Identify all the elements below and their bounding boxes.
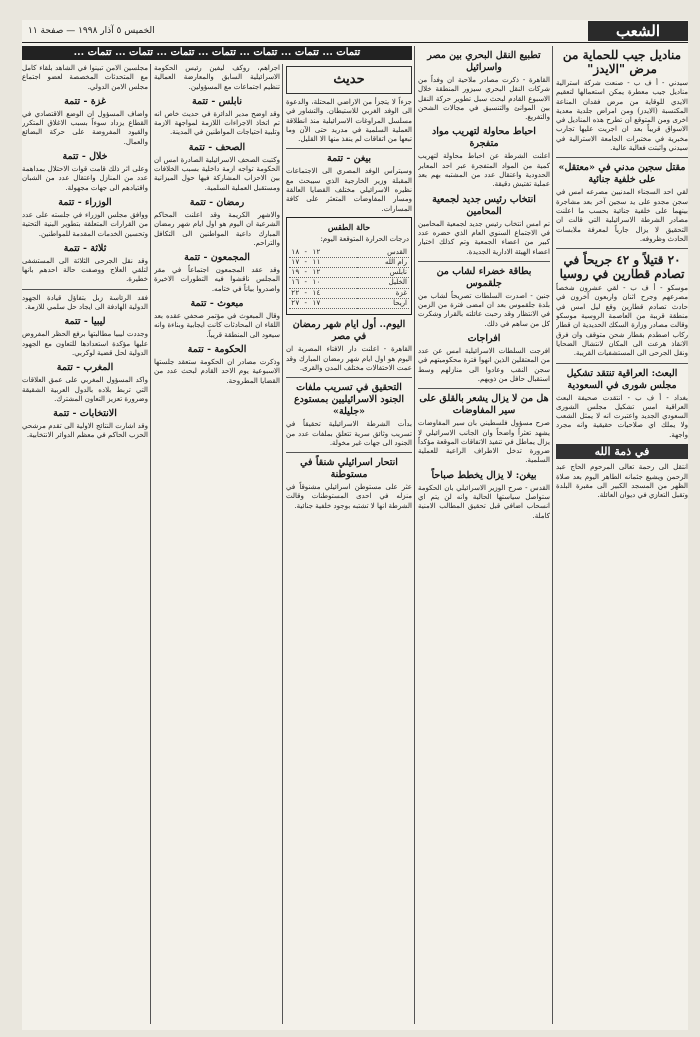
dateline: الخميس ٥ آذار ١٩٩٨ — صفحة ١١ xyxy=(28,26,155,36)
article-releases: افرجت السلطات الاسرائيلية امس عن عدد من المعتقلين الذين انهوا فترة محكوميتهم في سجن النقب وعادوا الى منازلهم وسط استقبال حافل من ذويهم. xyxy=(418,347,550,383)
headline-prisoner-killed: مقتل سجين مدني في «معتقل» على خلفية جنائية xyxy=(558,162,686,186)
column-5 xyxy=(22,64,148,1024)
article-ministers: ووافق مجلس الوزراء في جلسته على عدد من القرارات المتعلقة بتطوير البنية التحتية وتحسين الخدمات المقدمة للمواطنين. xyxy=(22,210,148,238)
obituary-text: انتقل الى رحمة تعالى المرحوم الحاج عبد الرحمن ويشيع جثمانه الطاهر اليوم بعد صلاة الظهر من المسجد الكبير الى مقبرة البلدة وتقبل التعازي في ديوان العائلة. xyxy=(556,463,688,500)
weather-row: غزة ١٤ - ٢٢ xyxy=(291,288,407,297)
article-government: وذكرت مصادر ان الحكومة ستعقد جلستها الاسبوعية يوم الاحد القادم لبحث عدد من القضايا المطروحة. xyxy=(154,357,280,385)
headline-train-collision: ٢٠ قتيلاً و ٤٢ جريحاً في تصادم قطارين في روسيا xyxy=(559,253,685,282)
masthead xyxy=(22,20,688,43)
headline-suicide: انتحار اسرائيلي شنقاً في مستوطنة xyxy=(300,457,398,481)
divider xyxy=(286,452,412,453)
weather-row: الخليل ١٠ - ١٦ xyxy=(291,278,407,287)
headline-files-leak: التحقيق في تسريب ملفات الجنود الاسرائيليين بمستودع «جليلة» xyxy=(293,382,405,418)
headline-begin-cont: بيغن - تتمة xyxy=(327,153,371,165)
article-aids-tissues: سيدني - أ ف ب - صنعت شركة استرالية مناديل جيب معطرة يمكن استعمالها لتعقيم الايدي للوقاية من مرض فقدان المناعة المكتسبة (الايدز) ومن امراض جلدية معدية اخرى ومن المتوقع ان تطرح هذه المناديل في الاسواق قريباً بعد ان اجريت عليها تجارب مخبرية في مختبرات الجامعة الاسترالية في سيدني واثبتت فعالية عالية. xyxy=(556,79,688,153)
headline-morocco: المغرب - تتمة xyxy=(56,362,114,374)
newspaper-logo: الشعب xyxy=(588,21,688,41)
article-three: وقد نقل الجرحى الثلاثة الى المستشفى لتلقي العلاج ووصفت حالة احدهم بانها خطيرة. xyxy=(22,256,148,284)
article-explosives: اعلنت الشرطة عن احباط محاولة لتهريب كمية من المواد المتفجرة عبر احد المعابر الحدودية واعتقال عدد من المشتبه بهم بعد عملية تفتيش دقيقة. xyxy=(418,152,550,189)
article-files-leak: بدأت الشرطة الاسرائيلية تحقيقاً في تسريب وثائق سرية تتعلق بملفات عدد من الجنود الى جهات غير مخولة. xyxy=(286,420,412,447)
article-press: وكتبت الصحف الاسرائيلية الصادرة امس ان الحكومة تواجه ازمة داخلية بسبب الخلافات بين الاحزاب المشاركة فيها حول الميزانية ومستقبل العملية السلمية. xyxy=(154,155,280,192)
article-elections: وقد اشارت النتائج الاولية الى تقدم مرشحي الحزب الحاكم في معظم الدوائر الانتخابية. xyxy=(22,422,148,440)
hadith-box xyxy=(286,66,412,94)
article-envoy: وقال المبعوث في مؤتمر صحفي عقده بعد اللقاء ان المحادثات كانت ايجابية وبناءة وانه سيعود الى المنطقة قريباً. xyxy=(154,312,280,339)
article-gaza: واضاف المسؤول ان الوضع الاقتصادي في القطاع يزداد سوءاً بسبب الاغلاق المتكرر والقيود المفروضة على حركة البضائع والعمال. xyxy=(22,109,148,146)
article-suicide: عثر على مستوطن اسرائيلي مشنوقاً في منزله في احدى المستوطنات وقالت الشرطة انها لا تشتبه بوجود خلفية جنائية. xyxy=(286,483,412,510)
weather-row: القدس ١٢ - ١٨ xyxy=(291,247,407,256)
headline-shipping: تطبيع النقل البحري بين مصر واسرائيل xyxy=(427,50,541,73)
headline-press: الصحف - تتمة xyxy=(188,141,246,153)
headline-ministers: الوزراء - تتمة xyxy=(58,196,112,208)
obituary-header: في ذمة الله xyxy=(556,444,688,459)
article-lawyers: تم امس انتخاب رئيس جديد لجمعية المحامين في الاجتماع السنوي العام الذي حضره عدد كبير من اعضاء الجمعية وتم كذلك اختيار اعضاء الهيئة الادارية الجديدة. xyxy=(418,219,550,256)
divider xyxy=(556,248,688,249)
article-begin-cont: وسيترأس الوفد المصري الى الاجتماعات المقبلة وزير الخارجية الذي سيبحث مع نظيره الاسرائيلي مختلف القضايا العالقة ومسار المفاوضات المتعثر على كافة المسارات. xyxy=(286,167,412,213)
article-nablus: وقد اوضح مدير الدائرة في حديث خاص انه تم اتخاذ الاجراءات اللازمة لمواجهة الازمة وتلبية احتياجات المواطنين في المدينة. xyxy=(154,109,280,137)
headline-baath-shura: البعث: العراقية تنتقد تشكيل مجلس شورى في السعودية xyxy=(566,367,678,391)
article-negotiations: صرح مسؤول فلسطيني بان سير المفاوضات يشهد تعثراً واضحاً وان الجانب الاسرائيلي لا يزال يماطل في تنفيذ الاتفاقات الموقعة مؤكداً ضرورة تدخل الاطراف الراعية للعملية السلمية. xyxy=(418,419,550,465)
headline-libya: ليبيا - تتمة xyxy=(64,316,106,328)
divider xyxy=(418,261,550,262)
headline-gathered: المجمعون - تتمة xyxy=(184,252,250,264)
headline-nablus: نابلس - تتمة xyxy=(191,95,243,107)
divider xyxy=(286,148,412,149)
column-1 xyxy=(556,46,688,1024)
article-col5-lead: مجلسين الامن تبينوا في الشاهد بلقاء كامل مع المتحدثات المخصصة لعضو اجتماع مجلس الامن الدولي. xyxy=(22,64,148,91)
weather-intro: درجات الحرارة المتوقعة اليوم: xyxy=(320,235,409,244)
article-train-collision: موسكو - أ ف ب - لقي عشرون شخصاً مصرعهم وجرح اثنان واربعون آخرون في حادث تصادم قطارين وقع ليل امس في منطقة قريبة من العاصمة الروسية موسكو وقالت مصادر وزارة السكك الحديدية ان قطار ركاب اصطدم بقطار شحن متوقف وان فرق الانقاذ هرعت الى المكان لانتشال الضحايا ونقل الجرحى الى المستشفيات القريبة. xyxy=(556,284,688,358)
article-prisoner-killed: لقي احد السجناء المدنيين مصرعه امس في سجن مجدو على يد سجين آخر بعد مشاجرة بينهما على خلفية جنائية بحسب ما اعلنت مصادر الشرطة الاسرائيلية التي قالت ان التحقيق لا يزال جارياً لمعرفة ملابسات الحادث وظروفه. xyxy=(556,188,688,243)
article-baath-shura: بغداد - أ ف ب - انتقدت صحيفة البعث العراقية امس تشكيل مجلس الشورى السعودي الجديد واعتبرت انه لا يمثل الشعب ولا يملك اي صلاحيات حقيقية وانه مجرد واجهة. xyxy=(556,393,688,439)
headline-three: ثلاثة - تتمة xyxy=(63,242,107,254)
headline-begin: بيغن: لا يزال يخطط صباحاً xyxy=(431,469,537,481)
weather-row: نابلس ١٢ - ١٩ xyxy=(291,268,407,277)
column-rule xyxy=(552,46,553,1024)
column-rule xyxy=(414,46,415,1024)
headline-lawyers: انتخاب رئيس جديد لجمعية المحامين xyxy=(432,193,536,217)
article-ramadan-egypt: القاهرة - اعلنت دار الافتاء المصرية ان اليوم هو اول ايام شهر رمضان المبارك وقد عمت الاحتفالات مختلف المدن والقرى. xyxy=(286,345,412,372)
divider xyxy=(286,377,412,378)
weather-table xyxy=(289,248,409,310)
headline-releases: افراجات xyxy=(467,333,501,345)
headline-green-card: بطاقة خضراء لشاب من جلقموس xyxy=(436,265,532,289)
article-green-card: جنين - اصدرت السلطات تصريحاً لشاب من بلدة جلقموس بعد ان امضى فترة من الزمن في الانتظار وقد رحبت عائلته بالقرار وشكرت كل من ساهم في ذلك. xyxy=(418,291,550,328)
divider xyxy=(556,363,688,364)
headline-envoy: مبعوث - تتمة xyxy=(190,298,244,310)
headline-gaza: غزة - تتمة xyxy=(64,95,106,107)
headline-ramadan: رمضان - تتمة xyxy=(189,196,245,208)
headline-elections: الانتخابات - تتمة xyxy=(53,408,117,420)
article-ramadan: والاشهر الكريمة وقد اعلنت المحاكم الشرعية ان اليوم هو اول ايام شهر رمضان المبارك داعية المواطنين الى التكافل والتراحم. xyxy=(154,210,280,247)
article-hadith: جزءاً لا يتجزأ من الاراضي المحتلة، والدعوة الى الوفد الغربي للاستيطان. والتشاور في مسلسل المراوغات الاسرائيلية منذ انطلاقة العملية السلمية في مدريد حتى الآن وما تبعها من اتفاقات لم ينفذ منها الا القليل. xyxy=(286,98,412,144)
weather-box xyxy=(286,217,412,315)
headline-explosives: احباط محاولة لتهريب مواد متفجرة xyxy=(432,126,536,150)
divider xyxy=(418,388,550,389)
article-begin: القدس - صرح الوزير الاسرائيلي بان الحكومة ستواصل سياستها الحالية وانه لن يتم اي انسحاب اضافي قبل تحقيق المطالب الامنية كاملة. xyxy=(418,483,550,520)
column-2 xyxy=(418,46,550,1024)
weather-row: اريحا ١٧ - ٢٧ xyxy=(291,299,407,308)
headline-during: خلال - تتمة xyxy=(62,151,108,163)
column-3 xyxy=(286,64,412,1024)
article-col6-lead: فقد الرئاسة زبل بتفاؤل قيادة الجهود الدولية الهادفة الى ايجاد حل سلمي للازمة. xyxy=(22,293,148,312)
article-shipping: القاهرة - ذكرت مصادر ملاحية ان وفداً من شركات النقل البحري سيزور المنطقة خلال الاسبوع القادم لبحث سبل تطوير حركة النقل بين الموانئ والتنسيق في مجالات الشحن والتفريغ. xyxy=(418,76,550,122)
article-during: وعلى اثر ذلك قامت قوات الاحتلال بمداهمة عدد من المنازل واعتقال عدد من الشبان واقتيادهم الى جهات مجهولة. xyxy=(22,165,148,192)
article-col4-lead: اجراهم، روكف ليفين رئيس الحكومة الاسرائيلية السابق والمعارضة العمالية تنظيم اجتماعات مع المسؤولين. xyxy=(154,64,280,91)
column-rule xyxy=(282,64,283,1024)
weather-title: حالة الطقس xyxy=(327,221,371,232)
continuations-banner: تتمات ... تتمات ... تتمات ... تتمات ... تتمات ... تتمات ... تتمات ... xyxy=(22,46,412,60)
article-libya: وجددت ليبيا مطالبتها برفع الحظر المفروض عليها مؤكدة استعدادها للتعاون مع الجهود الدولية لحل قضية لوكربي. xyxy=(22,330,148,357)
column-rule xyxy=(150,64,151,1024)
hadith-title: حديث xyxy=(333,72,365,88)
headline-ramadan-egypt: اليوم.. أول ايام شهر رمضان في مصر xyxy=(292,319,406,343)
divider xyxy=(22,289,148,290)
weather-row: رام الله ١١ - ١٧ xyxy=(291,257,407,266)
article-gathered: وقد عقد المجمعون اجتماعاً في مقر المجلس ناقشوا فيه التطورات الاخيرة واصدروا بياناً في ختامه. xyxy=(154,266,280,293)
headline-negotiations: هل من لا يزال يشعر بالقلق على سير المفاوضات xyxy=(419,393,549,417)
divider xyxy=(556,157,688,158)
column-4 xyxy=(154,64,280,1024)
article-morocco: واكد المسؤول المغربي على عمق العلاقات التي تربط بلاده بالدول العربية الشقيقة وضرورة تعزيز التعاون المشترك. xyxy=(22,376,148,403)
headline-government: الحكومة - تتمة xyxy=(187,343,247,355)
newspaper-page xyxy=(22,20,688,1030)
headline-aids-tissues: مناديل جيب للحماية من مرض "الايدز" xyxy=(562,48,682,76)
